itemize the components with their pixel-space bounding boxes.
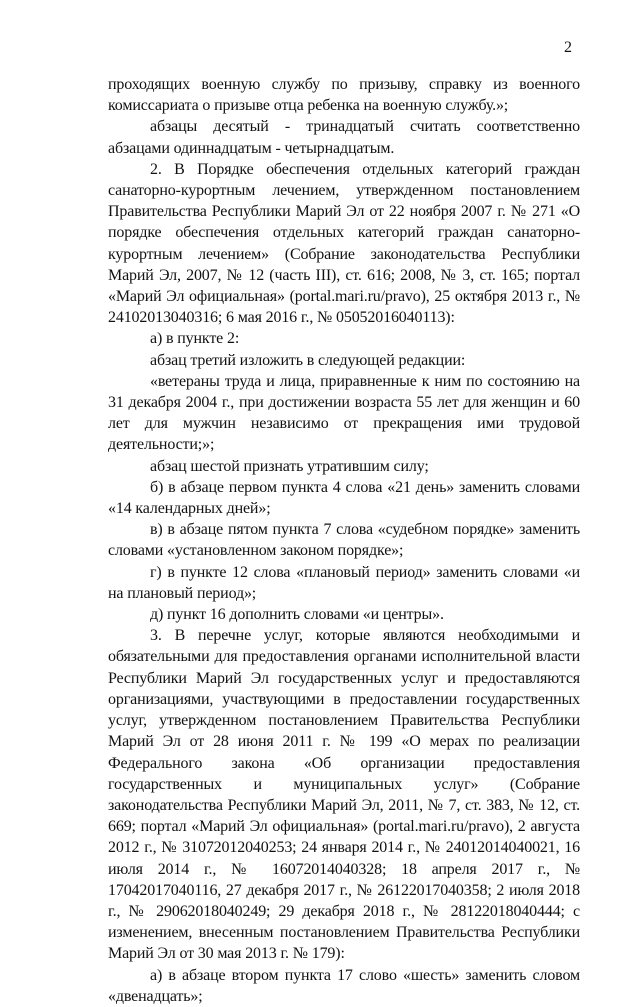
- paragraph-subitem-d: д) пункт 16 дополнить словами «и центры».: [150, 606, 444, 624]
- paragraph-subitem-b: б) в абзаце первом пункта 4 слова «21 день» заменить словами «14 календарных дней»;: [108, 478, 580, 518]
- paragraph-subitem-a: а) в абзаце втором пункта 17 слово «шесть» заменить словом «двенадцать»;: [108, 966, 580, 1005]
- paragraph-subitem-v: в) в абзаце пятом пункта 7 слова «судебном порядке» заменить словами «установленном законом порядке»;: [108, 521, 580, 560]
- paragraph: абзац третий изложить в следующей редакции:: [150, 351, 466, 369]
- paragraph-item-2: 2. В Порядке обеспечения отдельных категорий граждан санаторно-курортным лечением, утвержденном постановлением Правительства Республики Марий Эл от 22 ноября 2007 г. № 271 «О порядке обеспечения отдельных категорий граждан санаторно-курортным лечением» (Собрание законодательства Республики Марий Эл, 2007, № 12 (часть III), ст. 616; 2008, № 3, ст. 165; портал «Марий Эл официальная» (portal.mari.ru/pravo), 25 октября 2013 г., № 24102013040316; 6 мая 2016 г., № 05052016040113):: [108, 160, 580, 327]
- paragraph-quote: «ветераны труда и лица, приравненные к ним по состоянию на 31 декабря 2004 г., при достижении возраста 55 лет для женщин и 60 лет для мужчин независимо от прекращения ими трудовой деятельности;»;: [108, 372, 580, 454]
- paragraph: абзац шестой признать утратившим силу;: [150, 457, 429, 475]
- paragraph-continuation: проходящих военную службу по призыву, справку из военного комиссариата о призыве отца ребенка на военную службу.»;: [108, 76, 580, 115]
- paragraph-item-3: 3. В перечне услуг, которые являются необходимыми и обязательными для предоставления органами исполнительной власти Республики Марий Эл государственных услуг и предоставляются организациями, участвующими в предоставлении государственных услуг, утвержденном постановлением Правительства Республики Марий Эл от 28 июня 2011 г. № 199 «О мерах по реализации Федерального закона «Об организации предоставления государственных и муниципальных услуг» (Собрание законодательства Республики Марий Эл, 2011, № 7, ст. 383, № 12, ст. 669; портал «Марий Эл официальная» (portal.mari.ru/pravo), 2 августа 2012 г., № 31072012040253; 24 января 2014 г., № 24012014040021, 16 июля 2014 г., № 16072014040328; 18 апреля 2017 г., № 17042017040116, 27 декабря 2017 г., № 26122017040358; 2 июля 2018 г., № 29062018040249; 29 декабря 2018 г., № 28122018040444; с изменением, внесенным постановлением Правительства Республики Марий Эл от 30 мая 2013 г. № 179):: [108, 627, 580, 963]
- paragraph-subitem-g: г) в пункте 12 слова «плановый период» заменить словами «и на плановый период»;: [108, 563, 580, 602]
- page-number: 2: [564, 39, 572, 56]
- paragraph: абзацы десятый - тринадцатый считать соответственно абзацами одиннадцатым - четырнадцатым.: [108, 118, 580, 157]
- document-body: [108, 74, 580, 1007]
- paragraph-subitem-a: а) в пункте 2:: [150, 330, 240, 348]
